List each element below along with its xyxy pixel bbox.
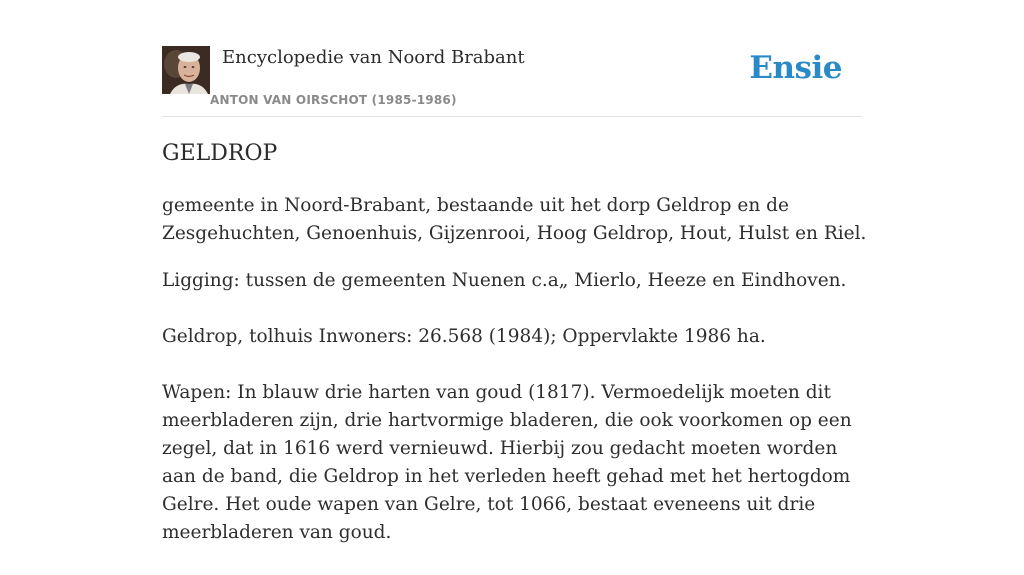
ensie-logo[interactable]: Ensie <box>749 50 842 86</box>
article-title: GELDROP <box>162 141 278 166</box>
article-intro: gemeente in Noord-Brabant, bestaande uit het dorp Geldrop en de Zesgehuchten, Genoenhuis, Gijzenrooi, Hoog Geldrop, Hout, Hulst en Riel. <box>162 195 867 244</box>
author-avatar[interactable] <box>162 46 210 94</box>
article-paragraph-coat-of-arms: Wapen: In blauw drie harten van goud (1817). Vermoedelijk moeten dit meerbladeren zijn, drie hartvormige bladeren, die ook voorkomen op een zegel, dat in 1616 werd vernieuwd. Hierbij zou gedacht moeten worden aan de band, die Geldrop in het verleden heeft gehad met het hertogdom Gelre. Het oude wapen van Gelre, tot 1066, bestaat eveneens uit drie meerbladeren van goud. <box>162 382 852 543</box>
source-title[interactable]: Encyclopedie van Noord Brabant <box>222 47 525 68</box>
article-body <box>162 192 870 575</box>
article-paragraph-inhabitants: Geldrop, tolhuis Inwoners: 26.568 (1984); Oppervlakte 1986 ha. <box>162 326 766 347</box>
page-header <box>162 46 862 117</box>
article-paragraph-location: Ligging: tussen de gemeenten Nuenen c.a„ Mierlo, Heeze en Eindhoven. <box>162 270 847 291</box>
author-name[interactable]: ANTON VAN OIRSCHOT (1985-1986) <box>210 93 457 107</box>
